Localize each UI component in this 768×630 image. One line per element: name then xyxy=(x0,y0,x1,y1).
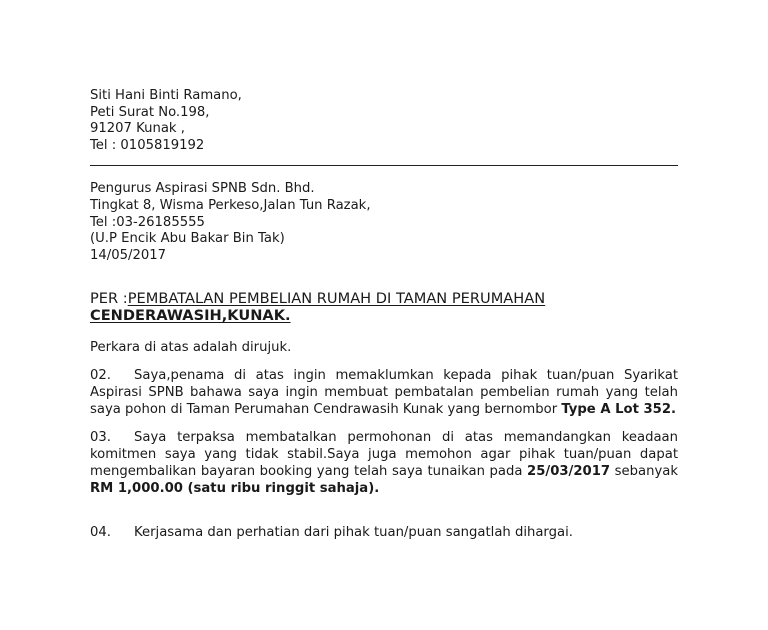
paragraph-02-text: Saya,penama di atas ingin memaklumkan kepada pihak tuan/puan Syarikat Aspirasi SPNB bahawa saya ingin membuat pembatalan pembelian rumah yang telah saya pohon di Taman Perumahan Cendrawasih Kunak yang bernombor xyxy=(90,367,678,417)
subject-heading xyxy=(90,291,678,324)
sender-name: Siti Hani Binti Ramano, xyxy=(90,88,242,103)
paragraph-03-number: 03. xyxy=(90,429,111,445)
paragraph-02-number: 02. xyxy=(90,367,111,383)
sender-address-block xyxy=(90,88,678,154)
letter-page xyxy=(90,88,678,541)
paragraph-04-text: Kerjasama dan perhatian dari pihak tuan/puan sangatlah dihargai. xyxy=(134,524,573,540)
recipient-line-2: Tingkat 8, Wisma Perkeso,Jalan Tun Razak, xyxy=(90,197,371,213)
intro-paragraph xyxy=(90,339,678,356)
sender-phone: Tel : 0105819192 xyxy=(90,137,205,153)
recipient-line-3: Tel :03-26185555 xyxy=(90,214,205,230)
paragraph-02-lot: Type A Lot 352. xyxy=(561,401,677,417)
recipient-address-block xyxy=(90,181,678,264)
paragraph-04-number: 04. xyxy=(90,524,111,540)
header-divider xyxy=(90,165,678,166)
paragraph-04 xyxy=(90,524,678,541)
letter-date: 14/05/2017 xyxy=(90,247,167,263)
subject-line-1: PEMBATALAN PEMBELIAN RUMAH DI TAMAN PERUMAHAN xyxy=(127,290,546,308)
recipient-line-1: Pengurus Aspirasi SPNB Sdn. Bhd. xyxy=(90,181,315,197)
paragraph-03-amount: RM 1,000.00 (satu ribu ringgit sahaja). xyxy=(90,480,380,496)
sender-address-line-1: Peti Surat No.198, xyxy=(90,104,210,120)
intro-text: Perkara di atas adalah dirujuk. xyxy=(90,339,292,355)
paragraph-02 xyxy=(90,367,678,418)
paragraph-03-date: 25/03/2017 xyxy=(527,463,611,479)
recipient-line-4: (U.P Encik Abu Bakar Bin Tak) xyxy=(90,231,285,247)
subject-line-2: CENDERAWASIH,KUNAK. xyxy=(90,306,291,324)
sender-address-line-2: 91207 Kunak , xyxy=(90,121,185,137)
paragraph-03-text-1: Saya terpaksa membatalkan permohonan di atas memandangkan keadaan komitmen saya yang tidak stabil.Saya juga memohon agar pihak tuan/puan dapat mengembalikan bayaran booking yang telah saya tunaikan pada xyxy=(90,429,678,479)
subject-prefix: PER : xyxy=(90,290,128,308)
paragraph-03-text-2: sebanyak xyxy=(610,463,678,479)
paragraph-03 xyxy=(90,429,678,497)
